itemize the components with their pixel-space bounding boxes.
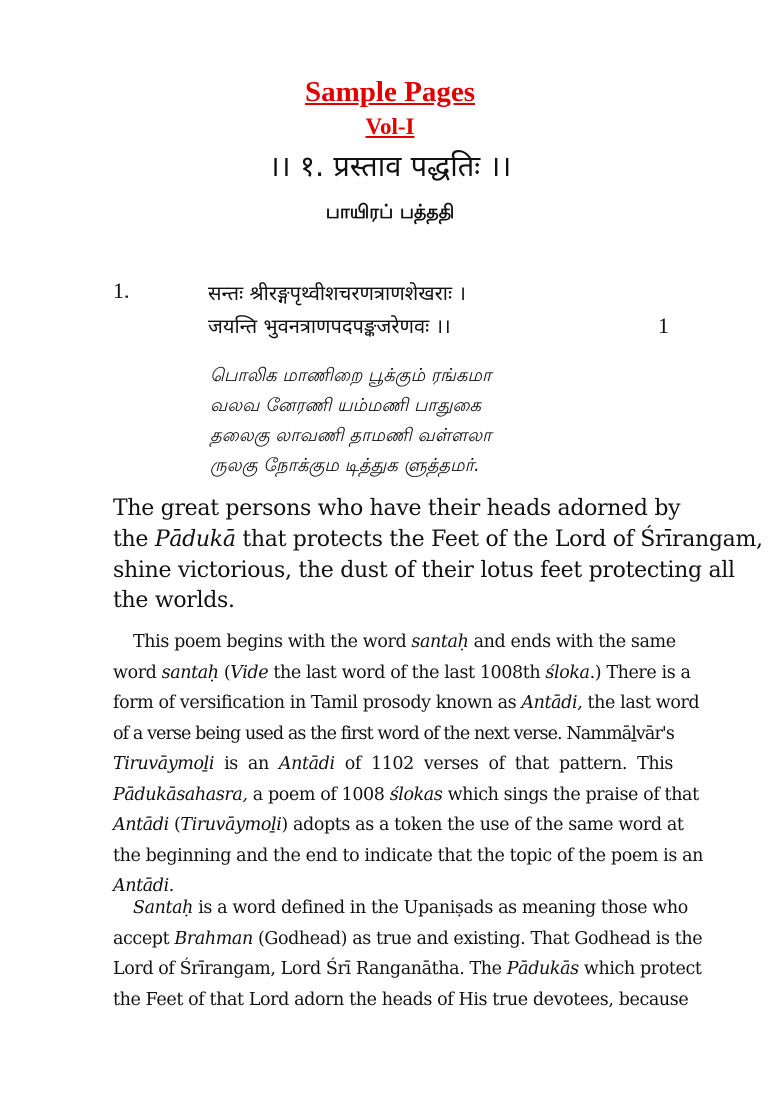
volume-label: Vol-I <box>365 114 415 139</box>
commentary-line <box>113 989 689 1010</box>
text-segment: Pādukāsahasra, <box>113 784 248 805</box>
tamil-verse-line: பொலிக மாணிறை பூக்கும் ரங்கமா <box>210 365 492 386</box>
text-segment: (Godhead) as true and existing. That Godhead is the <box>252 928 703 949</box>
text-segment: a poem of 1008 <box>247 784 390 805</box>
sanskrit-line: जयन्ति भुवनत्राणपदपङ्कजरेणवः ।। <box>208 314 451 338</box>
text-segment: accept <box>113 928 175 949</box>
verse-number: 1. <box>113 278 130 303</box>
commentary-line <box>133 632 676 652</box>
text-segment: and ends with the same <box>468 632 676 652</box>
text-segment: is a word defined in the Upaniṣads as meaning those who <box>193 898 688 918</box>
text-segment: the Feet of that Lord adorn the heads of His true devotees, because <box>113 989 689 1010</box>
text-segment: Brahman <box>174 928 253 949</box>
text-segment: which sings the praise of that <box>442 784 699 805</box>
text-segment: ślokas <box>389 784 443 805</box>
sanskrit-line: सन्तः श्रीरङ्गपृथ्वीशचरणत्राणशेखराः । <box>208 281 466 305</box>
commentary-line <box>133 898 688 918</box>
text-segment: śloka <box>545 662 590 683</box>
text-segment: of a verse being used as the first word of the next verse. Nammāḻvār's <box>113 723 674 744</box>
commentary-line <box>113 784 699 805</box>
commentary-line <box>113 815 684 835</box>
text-segment: Pādukās <box>506 959 579 979</box>
translation-line <box>113 496 681 521</box>
text-segment: santaḥ <box>161 662 219 683</box>
verse-reference: 1 <box>658 313 669 338</box>
text-segment: santaḥ <box>411 632 469 652</box>
text-segment: the beginning and the end to indicate that the topic of the poem is an <box>113 845 704 866</box>
translation-line <box>113 527 763 552</box>
text-segment: Antādi. <box>113 876 174 896</box>
text-segment: This poem begins with the word <box>133 632 412 652</box>
page-title: Sample Pages <box>305 76 475 108</box>
text-segment: of 1102 verses of that pattern. This <box>334 754 673 774</box>
tamil-verse-line: ருலகு நோக்கும டித்துக ளுத்தமர். <box>210 455 480 476</box>
translation-line <box>113 558 735 583</box>
text-segment: ) adopts as a token the use of the same word at <box>281 815 684 835</box>
text-segment: The great persons who have their heads adorned by <box>113 496 681 521</box>
text-segment: word <box>113 662 162 683</box>
text-segment: Pādukā <box>154 527 236 552</box>
text-segment: Lord of Śrīrangam, Lord Śrī Ranganātha. The <box>113 959 507 979</box>
commentary-line <box>113 662 691 683</box>
text-segment: the last word <box>582 693 700 713</box>
text-segment: Antādi <box>278 754 335 774</box>
text-segment: ( <box>168 815 181 835</box>
translation-line <box>113 588 673 613</box>
commentary-line <box>113 693 700 713</box>
text-segment: that protects the Feet of the Lord of Śrīrangam, <box>235 527 763 552</box>
text-segment: shine victorious, the dust of their lotus feet protecting all <box>113 558 735 583</box>
chapter-heading-devanagari: ।। १. प्रस्ताव पद्धतिः ।। <box>268 149 512 183</box>
text-segment: the <box>113 527 155 552</box>
text-segment: Santaḥ <box>133 898 194 918</box>
text-segment: Antādi <box>113 815 169 835</box>
commentary-line <box>113 754 673 774</box>
text-segment: Tiruvāymoḻi <box>113 754 215 774</box>
commentary-line <box>113 845 704 866</box>
text-segment: Tiruvāymoḻi <box>180 815 282 835</box>
text-segment: Antādi, <box>521 693 583 713</box>
commentary-line <box>113 876 673 896</box>
commentary-line <box>113 959 702 979</box>
text-segment: which protect <box>578 959 702 979</box>
text-segment: .) There is a <box>589 662 691 683</box>
tamil-verse-line: தலைகு லாவணி தாமணி வள்ளலா <box>210 425 492 446</box>
commentary-line <box>113 928 703 949</box>
commentary-line <box>113 724 673 744</box>
tamil-verse-line: வலவ னேரணி யம்மணி பாதுகை <box>210 395 481 416</box>
text-segment: ( <box>218 662 231 683</box>
text-segment: the worlds. <box>113 588 235 613</box>
chapter-heading-tamil: பாயிரப் பத்ததி <box>325 201 455 223</box>
text-segment: is an <box>214 754 279 774</box>
text-segment: the last word of the last 1008th <box>268 662 546 683</box>
text-segment: Vide <box>230 662 269 683</box>
text-segment: form of versification in Tamil prosody known as <box>113 693 522 713</box>
